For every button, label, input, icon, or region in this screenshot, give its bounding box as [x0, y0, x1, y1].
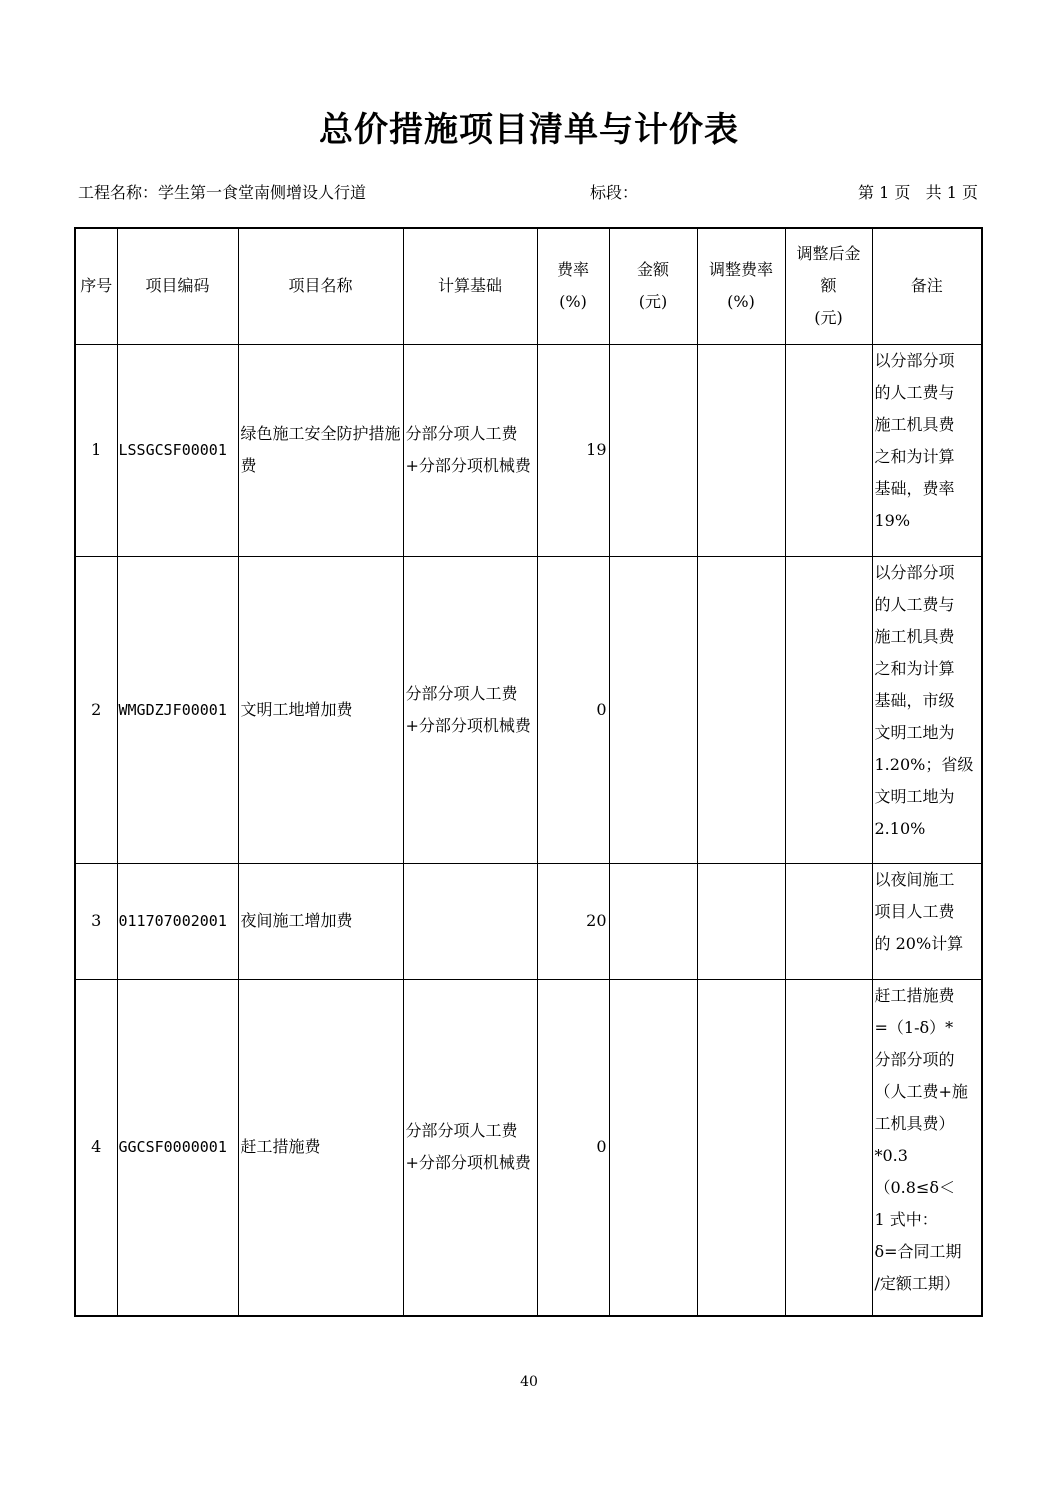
page-info: 第 1 页 共 1 页: [858, 183, 978, 202]
header-name: 项目名称: [238, 228, 403, 344]
header-amount: [609, 228, 697, 344]
row-base: 分部分项人工费+分部分项机械费: [403, 556, 537, 863]
header-seq: 序号: [75, 228, 117, 344]
note-line: 19%: [874, 510, 911, 530]
note-line: 之和为计算: [874, 446, 955, 466]
header-rate-line1: 费率: [556, 260, 589, 280]
page-number: 40: [520, 1374, 538, 1390]
note-line: 的 20%计算: [874, 933, 964, 953]
row-name: 文明工地增加费: [238, 556, 403, 863]
header-rate: [537, 228, 609, 344]
table-row: [75, 863, 982, 979]
header-adj-amount-line3: (元): [814, 308, 843, 328]
note-line: 文明工地为: [874, 786, 955, 806]
header-adj-rate-line2: (%): [727, 292, 755, 312]
row-rate: 0: [537, 556, 609, 863]
row-seq: 3: [75, 863, 117, 979]
note-line: 以分部分项: [874, 562, 955, 582]
row-rate: 0: [537, 979, 609, 1316]
row-base: [403, 863, 537, 979]
project-name: 工程名称：学生第一食堂南侧增设人行道: [78, 183, 367, 202]
note-line: 2.10%: [874, 818, 926, 838]
note-line: 以夜间施工: [874, 869, 955, 889]
row-code: 011707002001: [117, 863, 238, 979]
row-amount: [609, 863, 697, 979]
row-amount: [609, 979, 697, 1316]
note-line: 赶工措施费: [874, 985, 955, 1005]
header-adj-rate: [697, 228, 785, 344]
note-line: 分部分项的: [874, 1049, 955, 1069]
row-note: [872, 979, 982, 1316]
row-adj-amount: [785, 556, 872, 863]
row-base: 分部分项人工费+分部分项机械费: [403, 344, 537, 556]
row-seq: 1: [75, 344, 117, 556]
measures-table: [74, 227, 983, 1317]
note-line: 项目人工费: [874, 901, 955, 921]
section-label: 标段：: [590, 183, 639, 202]
row-code: WMGDZJF00001: [117, 556, 238, 863]
row-adj-rate: [697, 863, 785, 979]
header-code: 项目编码: [117, 228, 238, 344]
note-line: /定额工期）: [874, 1273, 960, 1293]
note-line: 施工机具费: [874, 414, 955, 434]
row-name: 绿色施工安全防护措施费: [238, 344, 403, 556]
header-adj-amount-line2: 额: [820, 276, 837, 296]
note-line: 基础，费率: [874, 478, 955, 498]
row-name: 赶工措施费: [238, 979, 403, 1316]
note-line: （0.8≤δ＜: [874, 1177, 955, 1197]
table-row: [75, 556, 982, 863]
row-code: LSSGCSF00001: [117, 344, 238, 556]
note-line: （人工费+施: [874, 1081, 968, 1101]
header-adj-amount: [785, 228, 872, 344]
note-line: 基础，市级: [874, 690, 955, 710]
row-name: 夜间施工增加费: [238, 863, 403, 979]
note-line: *0.3: [874, 1145, 908, 1165]
header-adj-rate-line1: 调整费率: [708, 260, 773, 280]
row-seq: 2: [75, 556, 117, 863]
row-adj-rate: [697, 344, 785, 556]
row-note: [872, 344, 982, 556]
header-amount-line1: 金额: [636, 260, 669, 280]
table-row: [75, 344, 982, 556]
header-note: 备注: [872, 228, 982, 344]
row-rate: 19: [537, 344, 609, 556]
note-line: 1 式中：: [874, 1209, 938, 1229]
row-adj-amount: [785, 863, 872, 979]
note-line: 的人工费与: [874, 382, 955, 402]
table-row: [75, 979, 982, 1316]
note-line: 工机具费）: [874, 1113, 955, 1133]
row-seq: 4: [75, 979, 117, 1316]
row-base: 分部分项人工费+分部分项机械费: [403, 979, 537, 1316]
note-line: 之和为计算: [874, 658, 955, 678]
row-rate: 20: [537, 863, 609, 979]
row-note: [872, 556, 982, 863]
row-code: GGCSF0000001: [117, 979, 238, 1316]
note-line: 的人工费与: [874, 594, 955, 614]
header-adj-amount-line1: 调整后金: [796, 244, 861, 264]
document-title: 总价措施项目清单与计价表: [319, 110, 739, 150]
row-adj-amount: [785, 979, 872, 1316]
header-base: 计算基础: [403, 228, 537, 344]
note-line: 施工机具费: [874, 626, 955, 646]
header-rate-line2: (%): [559, 292, 587, 312]
table-header-row: [75, 228, 982, 344]
row-adj-rate: [697, 556, 785, 863]
header-amount-line2: (元): [638, 292, 668, 312]
note-line: 1.20%；省级: [874, 754, 974, 774]
row-note: [872, 863, 982, 979]
row-amount: [609, 344, 697, 556]
note-line: =（1-δ）*: [874, 1017, 954, 1037]
note-line: 文明工地为: [874, 722, 955, 742]
note-line: δ=合同工期: [874, 1241, 962, 1261]
row-adj-rate: [697, 979, 785, 1316]
row-adj-amount: [785, 344, 872, 556]
row-amount: [609, 556, 697, 863]
note-line: 以分部分项: [874, 350, 955, 370]
